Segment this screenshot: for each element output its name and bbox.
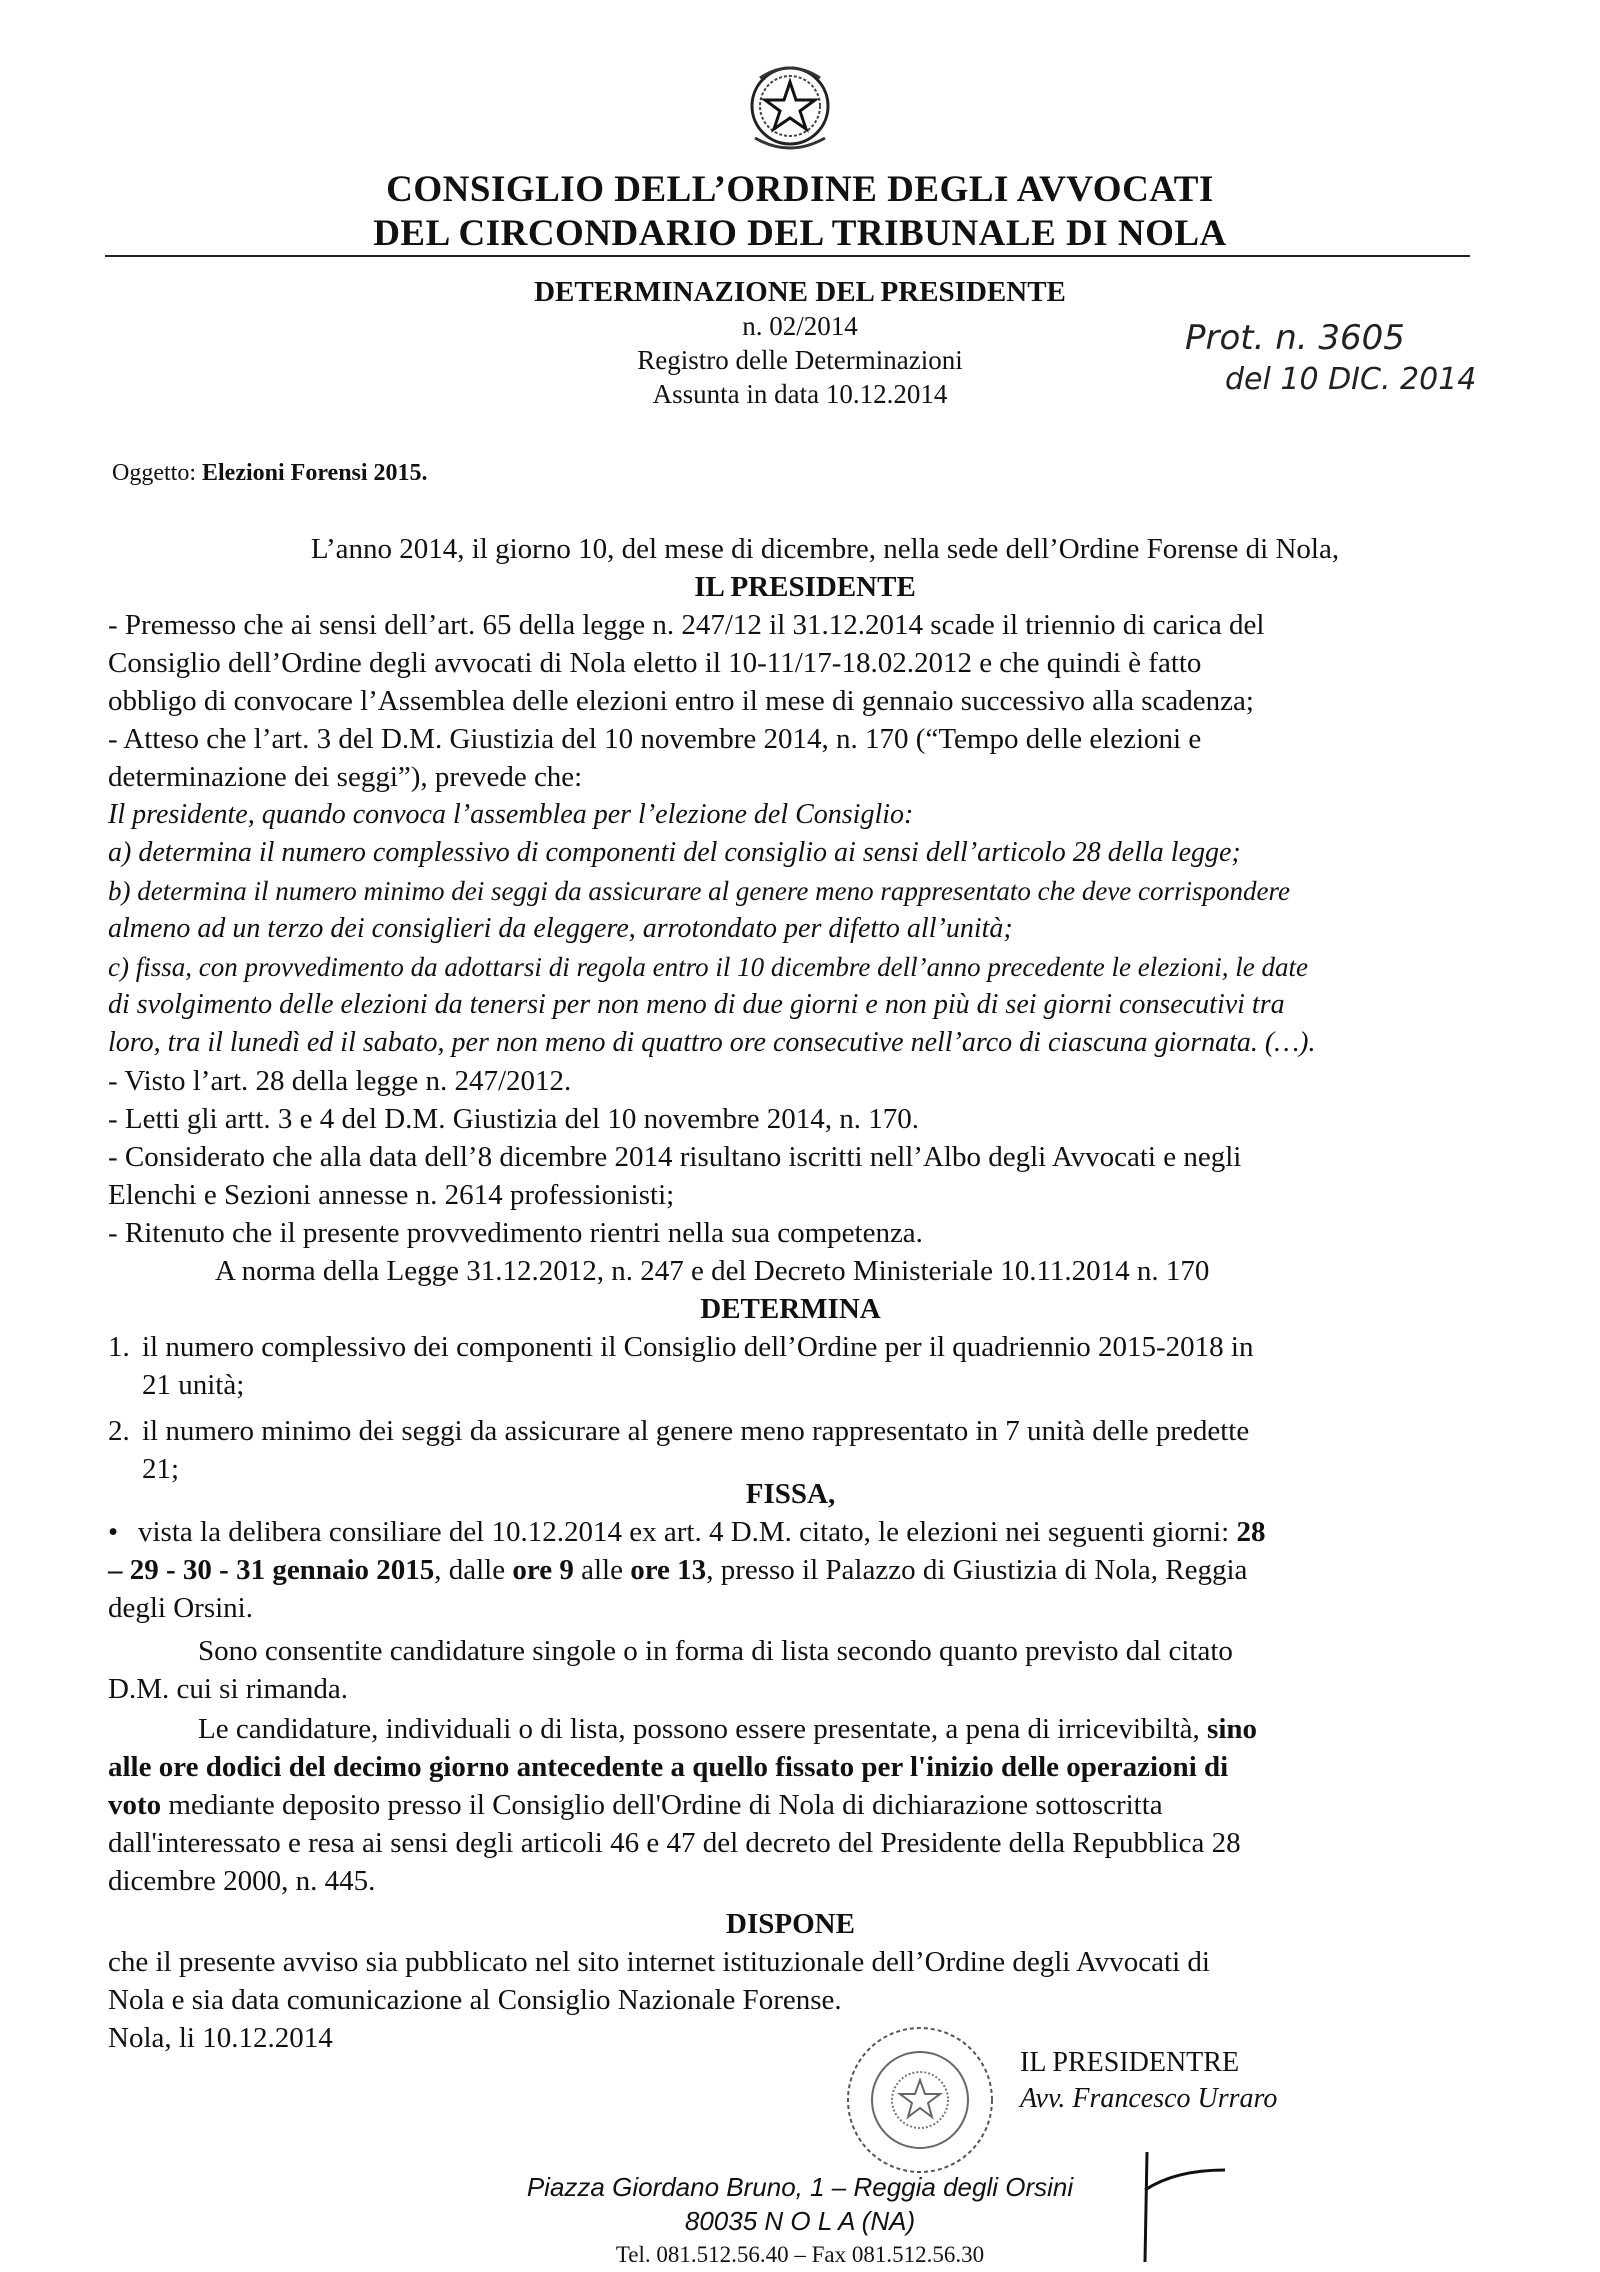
fissa-line: • vista la delibera consiliare del 10.12.2014 ex art. 4 D.M. citato, le elezioni nei seguenti giorni: 28 (108, 1513, 1473, 1551)
signature-title: IL PRESIDENTRE (1020, 2047, 1240, 2078)
determina-item-continued: 21 unità; (142, 1369, 245, 1401)
quote-line: a) determina il numero complessivo di componenti del consiglio ai sensi dell’articolo 28 della legge; (108, 837, 1241, 868)
dispone-heading: DISPONE (726, 1908, 855, 1940)
consideration-line: - Letti gli artt. 3 e 4 del D.M. Giustizia del 10 novembre 2014, n. 170. (108, 1103, 920, 1135)
determina-list (108, 1328, 1473, 1488)
subject-text: Elezioni Forensi 2015. (202, 460, 428, 486)
header-line-2: DEL CIRCONDARIO DEL TRIBUNALE DI NOLA (373, 213, 1227, 254)
determina-item-continued: 21; (142, 1453, 180, 1485)
determina-heading: DETERMINA (700, 1293, 881, 1325)
subject-label: Oggetto: (112, 460, 196, 486)
quote-line: b) determina il numero minimo dei seggi da assicurare al genere meno rappresentato che deve corrispondere (108, 876, 1291, 906)
footer-city: 80035 N O L A (NA) (684, 2206, 916, 2236)
consideration-line: - Visto l’art. 28 della legge n. 247/2012. (108, 1065, 572, 1097)
deadline-line: voto mediante deposito presso il Consiglio dell'Ordine di Nola di dichiarazione sottoscritta (108, 1789, 1163, 1821)
law-quote (108, 796, 1473, 1062)
candidatures-line: Sono consentite candidature singole o in forma di lista secondo quanto previsto dal citato (198, 1635, 1233, 1667)
determination-heading: DETERMINAZIONE DEL PRESIDENTE (534, 276, 1066, 308)
premise-line: obbligo di convocare l’Assemblea delle elezioni entro il mese di gennaio successivo alla scadenza; (108, 685, 1254, 717)
header-divider (105, 255, 1470, 257)
premise-line: Consiglio dell’Ordine degli avvocati di Nola eletto il 10-11/17-18.02.2012 e che quindi è fatto (108, 647, 1202, 679)
premise-line: - Atteso che l’art. 3 del D.M. Giustizia del 10 novembre 2014, n. 170 (“Tempo delle elezioni e (108, 723, 1202, 755)
determination-date: Assunta in data 10.12.2014 (652, 379, 948, 409)
deadline-line: dall'interessato e resa ai sensi degli articoli 46 e 47 del decreto del Presidente della Repubblica 28 (108, 1827, 1241, 1859)
determina-item: 2. il numero minimo dei seggi da assicurare al genere meno rappresentato in 7 unità delle predette (108, 1415, 1250, 1447)
footer-contacts: Tel. 081.512.56.40 – Fax 081.512.56.30 (615, 2242, 985, 2267)
quote-line: Il presidente, quando convoca l’assemblea per l’elezione del Consiglio: (108, 799, 914, 830)
intro-section (105, 530, 1505, 606)
consideration-line: Elenchi e Sezioni annesse n. 2614 professionisti; (108, 1179, 675, 1211)
signature-block (1020, 2045, 1277, 2117)
fissa-heading: FISSA, (745, 1478, 836, 1510)
quote-line: almeno ad un terzo dei consiglieri da eleggere, arrotondato per difetto all’unità; (108, 913, 1013, 944)
quote-line: loro, tra il lunedì ed il sabato, per non meno di quattro ore consecutive nell’arco di ciascuna giornata. (…). (108, 1027, 1316, 1058)
dispone-line: che il presente avviso sia pubblicato nel sito internet istituzionale dell’Ordine degli Avvocati di (108, 1946, 1210, 1978)
deadline-line: Le candidature, individuali o di lista, possono essere presentate, a pena di irricevibiltà, sino (198, 1713, 1258, 1745)
protocol-number-handwritten: Prot. n. 3605 (1185, 318, 1405, 358)
republic-emblem-icon (735, 58, 845, 158)
quote-line: di svolgimento delle elezioni da tenersi per non meno di due giorni e non più di sei giorni consecutivi tra (108, 989, 1285, 1020)
dispone-line: Nola e sia data comunicazione al Consiglio Nazionale Forense. (108, 1984, 842, 2016)
dispone-section (108, 1943, 1473, 2057)
candidatures-line: D.M. cui si rimanda. (108, 1673, 349, 1705)
consideration-line: - Considerato che alla data dell’8 dicembre 2014 risultano iscritti nell’Albo degli Avvocati e negli (108, 1141, 1242, 1173)
fissa-line: – 29 - 30 - 31 gennaio 2015, dalle ore 9 alle ore 13, presso il Palazzo di Giustizia di Nola, Reggia (108, 1554, 1248, 1586)
deadline-line: alle ore dodici del decimo giorno antecedente a quello fissato per l'inizio delle operazioni di (108, 1751, 1229, 1783)
considerations-section (108, 1062, 1473, 1252)
official-stamp-icon (840, 2020, 1000, 2180)
intro-text: L’anno 2014, il giorno 10, del mese di dicembre, nella sede dell’Ordine Forense di Nola, (310, 533, 1340, 565)
signature-name: Avv. Francesco Urraro (1020, 2083, 1278, 2114)
subject-line (112, 460, 428, 487)
fissa-section (108, 1513, 1473, 1627)
deadline-line: dicembre 2000, n. 445. (108, 1865, 376, 1897)
premise-line: - Premesso che ai sensi dell’art. 65 della legge n. 247/12 il 31.12.2014 scade il triennio di carica del (108, 609, 1265, 641)
president-heading: IL PRESIDENTE (694, 571, 916, 603)
place-date: Nola, li 10.12.2014 (108, 2022, 333, 2054)
determina-item: 1. il numero complessivo dei componenti il Consiglio dell’Ordine per il quadriennio 2015-2018 in (108, 1331, 1254, 1363)
determination-number: n. 02/2014 (742, 311, 858, 341)
consideration-line: - Ritenuto che il presente provvedimento rientri nella sua competenza. (108, 1217, 923, 1249)
footer-address: Piazza Giordano Bruno, 1 – Reggia degli Orsini (526, 2172, 1074, 2202)
quote-line: c) fissa, con provvedimento da adottarsi di regola entro il 10 dicembre dell’anno precedente le elezioni, le date (108, 952, 1308, 982)
premises-section (108, 606, 1473, 796)
fissa-line: degli Orsini. (108, 1592, 253, 1624)
norm-text: A norma della Legge 31.12.2012, n. 247 e del Decreto Ministeriale 10.11.2014 n. 170 (215, 1255, 1210, 1287)
premise-line: determinazione dei seggi”), prevede che: (108, 761, 583, 793)
deadline-section (108, 1710, 1473, 1900)
candidatures-section (108, 1632, 1473, 1708)
bullet-icon: • (108, 1516, 119, 1548)
protocol-date-stamp: del 10 DIC. 2014 (1225, 362, 1477, 397)
determination-registry: Registro delle Determinazioni (637, 345, 963, 375)
header-line-1: CONSIGLIO DELL’ORDINE DEGLI AVVOCATI (386, 169, 1214, 210)
footer (0, 2170, 1600, 2272)
